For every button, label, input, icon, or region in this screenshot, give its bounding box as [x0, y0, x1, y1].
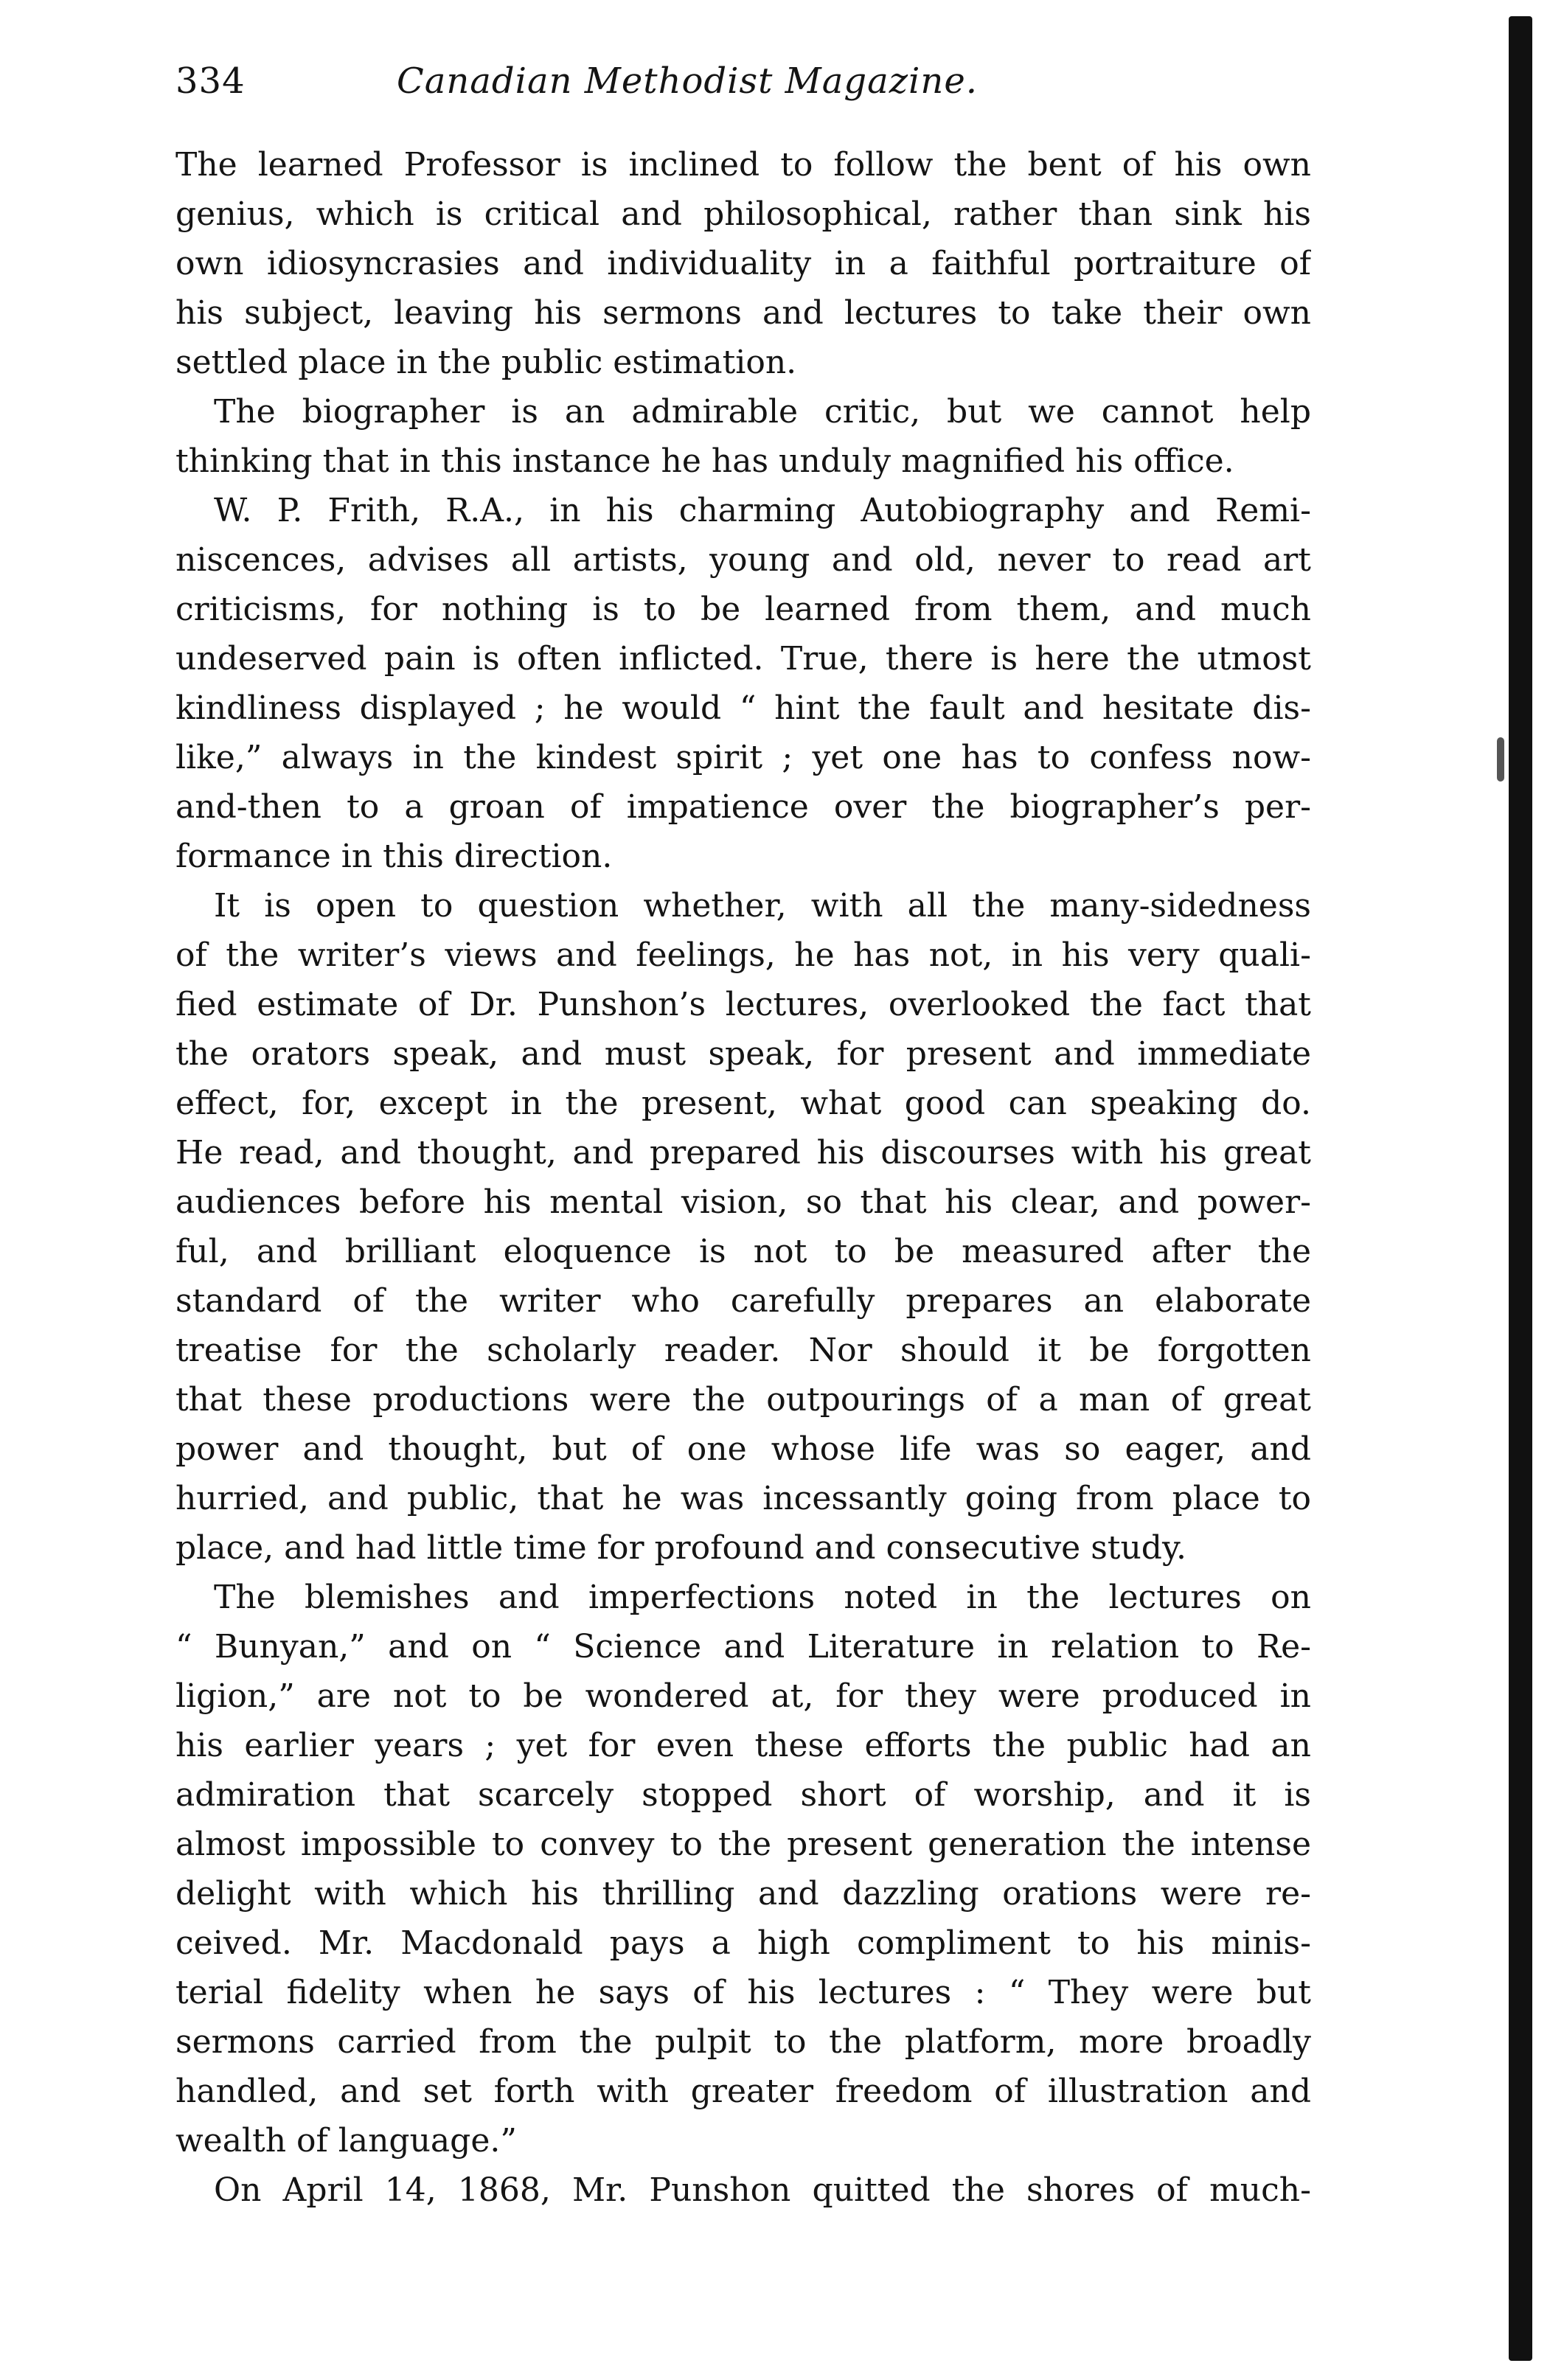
page-number: 334	[175, 60, 246, 102]
text-line: criticisms, for nothing is to be learned from them, and much	[175, 591, 1311, 628]
scan-edge-bar	[1509, 16, 1532, 2361]
text-line: effect, for, except in the present, what good can speaking do.	[175, 1085, 1311, 1122]
text-line: own idiosyncrasies and individuality in a faithful portraiture of	[175, 245, 1311, 282]
text-line: like,” always in the kindest spirit ; yet one has to confess now-	[175, 739, 1311, 776]
text-line: treatise for the scholarly reader. Nor should it be forgotten	[175, 1332, 1311, 1369]
text-line: ligion,” are not to be wondered at, for they were produced in	[175, 1677, 1311, 1715]
text-line: undeserved pain is often inflicted. True, there is here the utmost	[175, 640, 1311, 678]
text-line: The biographer is an admirable critic, but we cannot help	[214, 393, 1311, 431]
text-line: of the writer’s views and feelings, he has not, in his very quali-	[175, 936, 1311, 974]
text-line: place, and had little time for profound and consecutive study.	[175, 1529, 1186, 1567]
text-line: genius, which is critical and philosophical, rather than sink his	[175, 195, 1311, 233]
running-title: Canadian Methodist Magazine.	[397, 60, 978, 102]
text-line: kindliness displayed ; he would “ hint the fault and hesitate dis-	[175, 689, 1311, 727]
text-line: his subject, leaving his sermons and lectures to take their own	[175, 294, 1311, 332]
text-line: wealth of language.”	[175, 2122, 517, 2160]
text-line: hurried, and public, that he was incessantly going from place to	[175, 1480, 1311, 1517]
text-line: handled, and set forth with greater freedom of illustration and	[175, 2073, 1311, 2110]
body-text	[175, 140, 1311, 2215]
text-line: his earlier years ; yet for even these efforts the public had an	[175, 1727, 1311, 1764]
text-line: thinking that in this instance he has unduly magnified his office.	[175, 442, 1234, 480]
page-header	[175, 52, 1311, 111]
text-line: He read, and thought, and prepared his discourses with his great	[175, 1134, 1311, 1172]
text-line: and-then to a groan of impatience over the biographer’s per-	[175, 788, 1311, 826]
text-line: that these productions were the outpourings of a man of great	[175, 1381, 1311, 1419]
text-line: settled place in the public estimation.	[175, 344, 797, 381]
text-line: On April 14, 1868, Mr. Punshon quitted the shores of much-	[214, 2171, 1311, 2209]
text-line: The learned Professor is inclined to follow the bent of his own	[175, 146, 1311, 184]
text-line: The blemishes and imperfections noted in the lectures on	[214, 1579, 1311, 1616]
text-line: ceived. Mr. Macdonald pays a high compliment to his minis-	[175, 1924, 1311, 1962]
text-line: power and thought, but of one whose life was so eager, and	[175, 1430, 1311, 1468]
text-line: admiration that scarcely stopped short of worship, and it is	[175, 1776, 1311, 1814]
text-line: “ Bunyan,” and on “ Science and Literature in relation to Re-	[175, 1628, 1311, 1666]
text-line: delight with which his thrilling and dazzling orations were re-	[175, 1875, 1311, 1913]
text-line: almost impossible to convey to the present generation the intense	[175, 1826, 1311, 1863]
text-line: niscences, advises all artists, young and old, never to read art	[175, 541, 1311, 579]
scan-edge-mark	[1497, 737, 1504, 782]
text-line: W. P. Frith, R.A., in his charming Autobiography and Remi-	[214, 492, 1311, 529]
text-line: the orators speak, and must speak, for present and immediate	[175, 1035, 1311, 1073]
text-line: standard of the writer who carefully prepares an elaborate	[175, 1282, 1311, 1320]
text-line: terial fidelity when he says of his lectures : “ They were but	[175, 1974, 1311, 2011]
text-line: sermons carried from the pulpit to the platform, more broadly	[175, 2023, 1311, 2061]
text-line: audiences before his mental vision, so that his clear, and power-	[175, 1183, 1311, 1221]
text-line: It is open to question whether, with all the many-sidedness	[214, 887, 1311, 925]
text-line: fied estimate of Dr. Punshon’s lectures, overlooked the fact that	[175, 986, 1311, 1023]
text-line: ful, and brilliant eloquence is not to be measured after the	[175, 1233, 1311, 1270]
text-line: formance in this direction.	[175, 838, 613, 875]
